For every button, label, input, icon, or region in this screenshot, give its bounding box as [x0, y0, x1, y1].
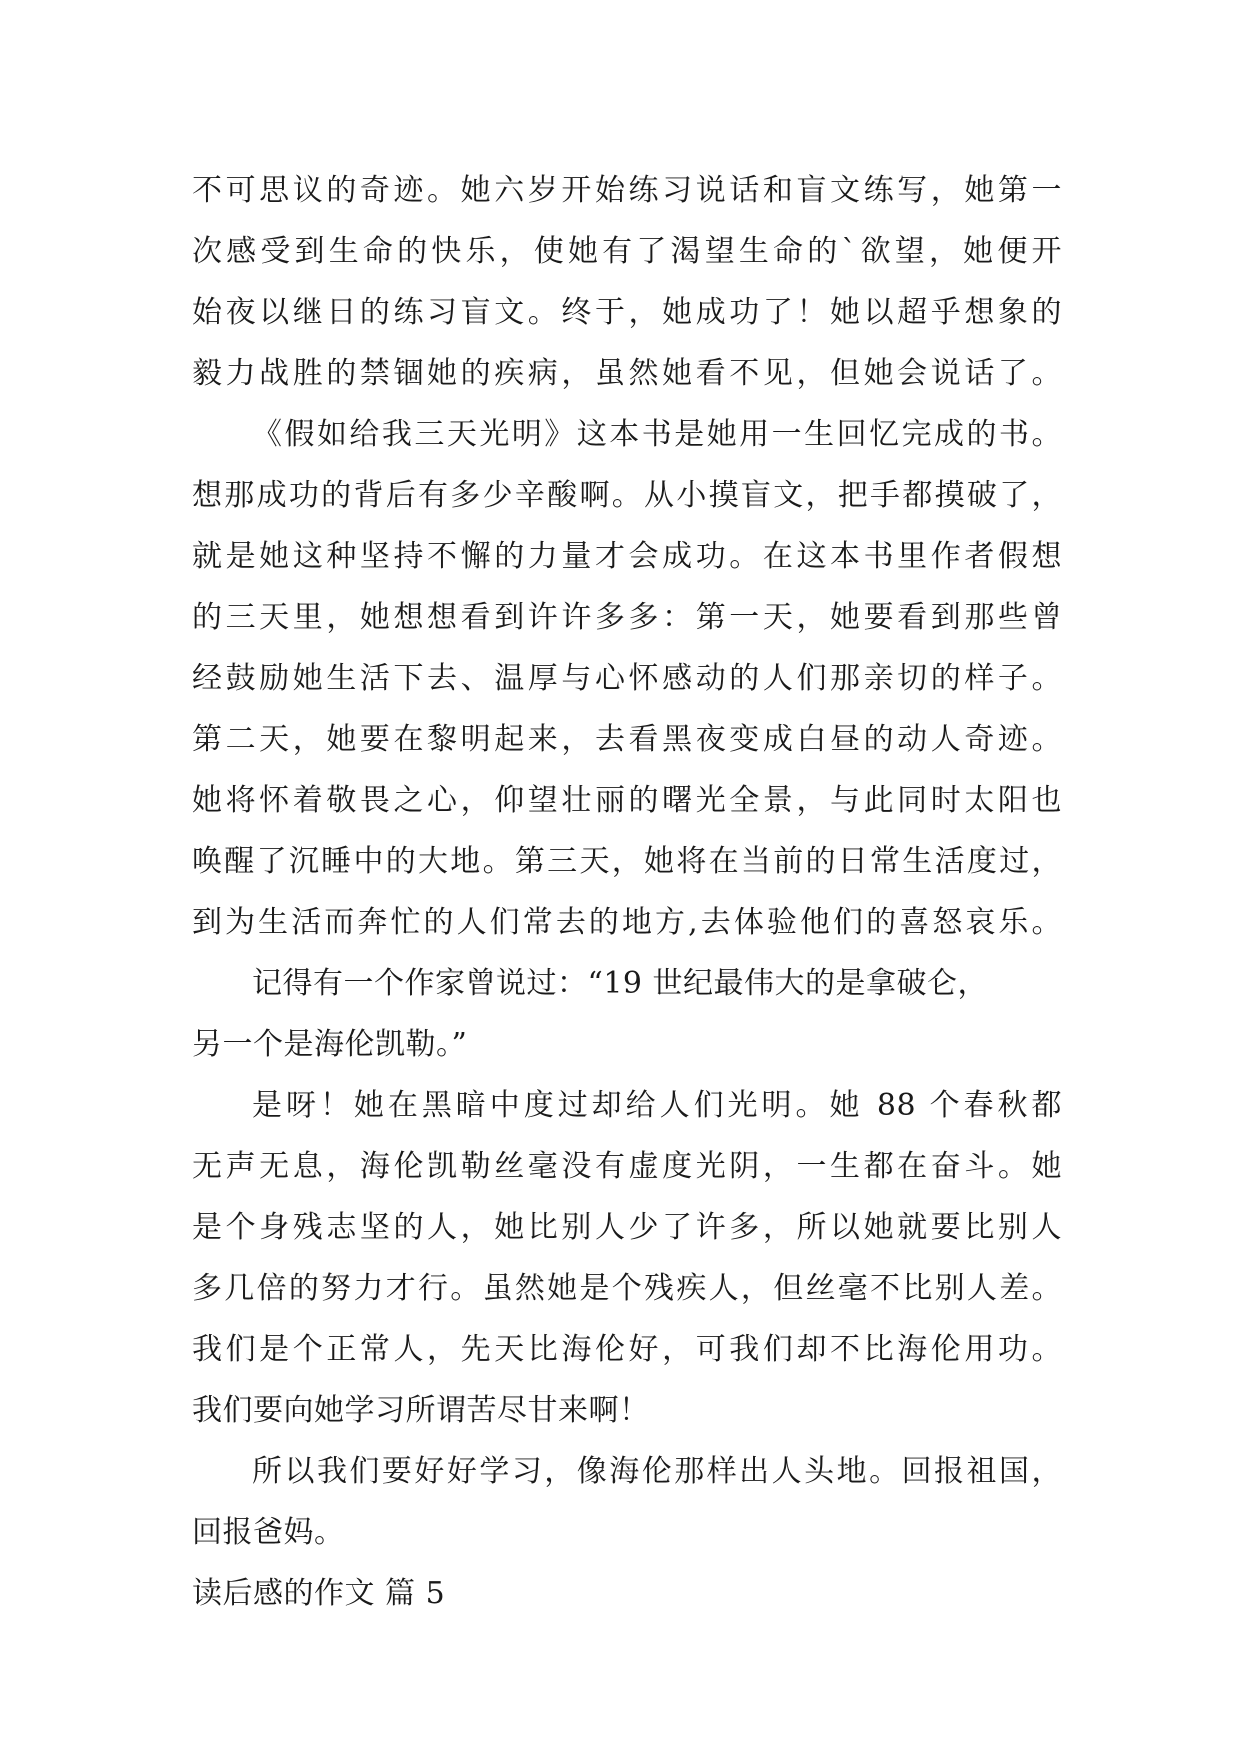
paragraph-line: 是个身残志坚的人，她比别人少了许多，所以她就要比别人	[192, 1210, 1062, 1245]
paragraph-line: 我们要向她学习所谓苦尽甘来啊！	[192, 1393, 650, 1428]
paragraph-4	[192, 1075, 1062, 1441]
paragraph-line: 《假如给我三天光明》这本书是她用一生回忆完成的书。	[252, 417, 1062, 452]
paragraph-line: 始夜以继日的练习盲文。终于，她成功了！她以超乎想象的	[192, 295, 1062, 330]
paragraph-line: 的三天里，她想想看到许许多多：第一天，她要看到那些曾	[192, 600, 1062, 635]
paragraph-line: 我们是个正常人，先天比海伦好，可我们却不比海伦用功。	[192, 1332, 1062, 1367]
section-heading: 读后感的作文 篇 5	[192, 1576, 446, 1611]
paragraph-line: 是呀！她在黑暗中度过却给人们光明。她 88 个春秋都	[252, 1088, 1062, 1123]
paragraph-line: 她将怀着敬畏之心，仰望壮丽的曙光全景，与此同时太阳也	[192, 783, 1062, 818]
paragraph-line: 无声无息，海伦凯勒丝毫没有虚度光阴，一生都在奋斗。她	[192, 1149, 1062, 1184]
paragraph-line: 想那成功的背后有多少辛酸啊。从小摸盲文，把手都摸破了，	[192, 478, 1062, 513]
paragraph-line: 就是她这种坚持不懈的力量才会成功。在这本书里作者假想	[192, 539, 1062, 574]
paragraph-line: 记得有一个作家曾说过：“19 世纪最伟大的是拿破仑，	[252, 966, 989, 1001]
essay-body	[192, 160, 1062, 1624]
paragraph-line: 经鼓励她生活下去、温厚与心怀感动的人们那亲切的样子。	[192, 661, 1062, 696]
paragraph-line: 回报爸妈。	[192, 1515, 345, 1550]
paragraph-line: 毅力战胜的禁锢她的疾病，虽然她看不见，但她会说话了。	[192, 356, 1062, 391]
paragraph-3	[192, 953, 1062, 1075]
paragraph-line: 另一个是海伦凯勒。”	[192, 1027, 468, 1062]
paragraph-line: 多几倍的努力才行。虽然她是个残疾人，但丝毫不比别人差。	[192, 1271, 1062, 1306]
paragraph-line: 不可思议的奇迹。她六岁开始练习说话和盲文练写，她第一	[192, 173, 1062, 208]
paragraph-5	[192, 1441, 1062, 1563]
paragraph-line: 所以我们要好好学习，像海伦那样出人头地。回报祖国，	[252, 1454, 1062, 1489]
paragraph-line: 次感受到生命的快乐，使她有了渴望生命的`欲望，她便开	[192, 234, 1062, 269]
paragraph-line: 第二天，她要在黎明起来，去看黑夜变成白昼的动人奇迹。	[192, 722, 1062, 757]
paragraph-2	[192, 404, 1062, 953]
paragraph-line: 唤醒了沉睡中的大地。第三天，她将在当前的日常生活度过，	[192, 844, 1062, 879]
paragraph-1	[192, 160, 1062, 404]
paragraph-line: 到为生活而奔忙的人们常去的地方,去体验他们的喜怒哀乐。	[192, 905, 1062, 940]
